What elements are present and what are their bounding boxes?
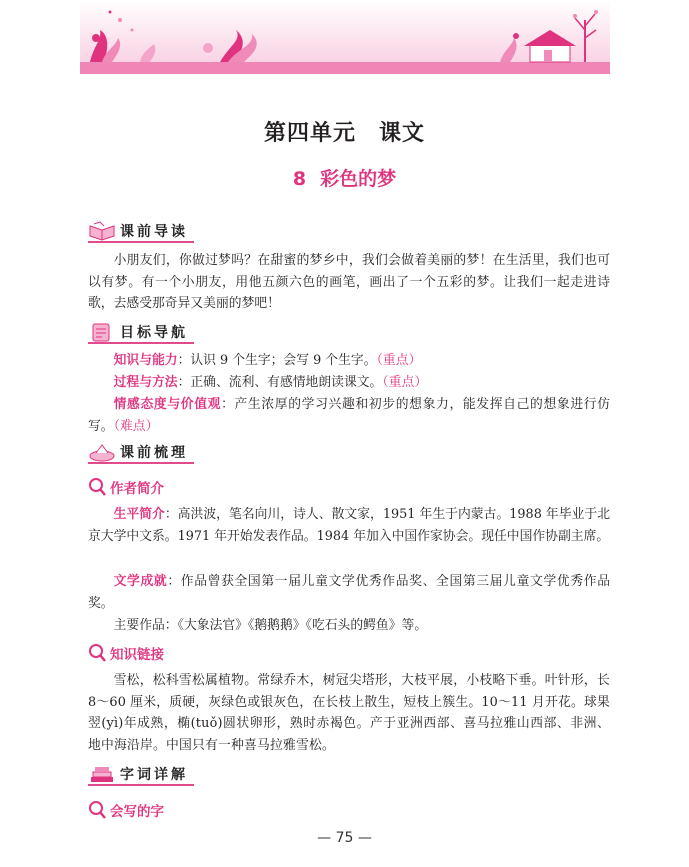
heading-underline — [88, 241, 194, 243]
section-review-heading — [88, 440, 188, 464]
author-works: 主要作品：《大象法官》《鹅鹅鹅》《吃石头的鳄鱼》等。 — [113, 618, 428, 633]
heading-underline — [88, 342, 194, 344]
knowledge-text: 雪松，松科雪松属植物。常绿乔木，树冠尖塔形，大枝平展，小枝略下垂。叶针形，长 8～60 厘米，质硬，灰绿色或银灰色，在长枝上散生，短枝上簇生。10～11 月开花。球果翌(yì)年成熟，椭(tuǒ)圆状卵形，熟时赤褐色。产于亚洲西部、喜马拉雅山西部、非洲、地中海沿岸。中国只有一种喜马拉雅雪松。 — [88, 673, 610, 753]
goal-item: 知识与能力：认识 9 个生字；会写 9 个生字。（重点） — [113, 353, 422, 368]
preview-text: 小朋友们，你做过梦吗？在甜蜜的梦乡中，我们会做着美丽的梦！在生活里，我们也可以有梦。有一个小朋友，用他五颜六色的画笔，画出了一个五彩的梦。让我们一起走进诗歌，去感受那奇异又美丽的梦吧！ — [88, 253, 610, 311]
book-icon — [88, 220, 116, 242]
lesson-title — [0, 164, 689, 191]
goal-text: 正确、流利、有感情地朗读课文。 — [190, 375, 383, 390]
lesson-number: 8 — [292, 168, 307, 190]
subsection-knowledge-heading — [88, 642, 164, 664]
magnifier-icon — [88, 477, 106, 497]
books-icon — [88, 763, 116, 785]
bio-text: 高洪波，笔名向川，诗人、散文家，1951 年生于内蒙古。1988 年毕业于北京大学中文系。1971 年开始发表作品。1984 年加入中国作家协会。现任中国作协副主席。 — [88, 507, 611, 544]
page-number: — 75 — — [317, 830, 372, 846]
unit-title: 第四单元 课文 — [263, 120, 425, 146]
subsection-label: 知识链接 — [110, 647, 164, 663]
goal-text: 认识 9 个生字；会写 9 个生字。 — [190, 353, 377, 368]
header-banner — [80, 0, 610, 76]
magnifier-icon — [88, 643, 106, 663]
bio-key: 生平简介 — [113, 507, 165, 522]
section-label: 目标导航 — [120, 325, 188, 341]
subsection-author-heading — [88, 476, 164, 498]
goal-item: 过程与方法：正确、流利、有感情地朗读课文。（重点） — [113, 375, 428, 390]
section-label: 课前梳理 — [120, 445, 188, 461]
heading-underline — [88, 462, 194, 464]
magnifier-icon — [88, 800, 106, 820]
desk-icon — [88, 441, 116, 463]
lesson-name: 彩色的梦 — [320, 168, 397, 190]
goal-text: 产生浓厚的学习兴趣和初步的想象力，能发挥自己的想象进行仿写。 — [88, 397, 611, 434]
goal-note: （重点） — [382, 375, 428, 390]
section-label: 字词详解 — [120, 767, 188, 783]
subsection-label: 会写的字 — [110, 804, 164, 820]
section-goals-heading — [88, 320, 188, 344]
heading-underline — [88, 784, 194, 786]
achieve-key: 文学成就 — [113, 574, 168, 589]
goal-item: 情感态度与价值观：产生浓厚的学习兴趣和初步的想象力，能发挥自己的想象进行仿写。（难点） — [88, 397, 611, 434]
author-bio: 生平简介：高洪波，笔名向川，诗人、散文家，1951 年生于内蒙古。1988 年毕业于北京大学中文系。1971 年开始发表作品。1984 年加入中国作家协会。现任中国作协副主席。 — [88, 507, 611, 544]
notebook-icon — [88, 321, 116, 343]
goal-note: （重点） — [376, 353, 422, 368]
section-words-heading — [88, 762, 188, 786]
achieve-text: 作品曾获全国第一届儿童文学优秀作品奖、全国第三届儿童文学优秀作品奖。 — [88, 574, 611, 611]
goal-key: 知识与能力 — [113, 353, 178, 368]
section-preview-heading — [88, 219, 188, 243]
goal-note: （难点） — [113, 418, 159, 434]
goal-key: 过程与方法 — [113, 375, 178, 390]
subsection-write-heading — [88, 799, 164, 821]
goal-key: 情感态度与价值观 — [113, 397, 222, 412]
author-achievement: 文学成就：作品曾获全国第一届儿童文学优秀作品奖、全国第三届儿童文学优秀作品奖。 — [88, 574, 611, 611]
section-label: 课前导读 — [120, 224, 188, 240]
subsection-label: 作者简介 — [110, 481, 164, 497]
